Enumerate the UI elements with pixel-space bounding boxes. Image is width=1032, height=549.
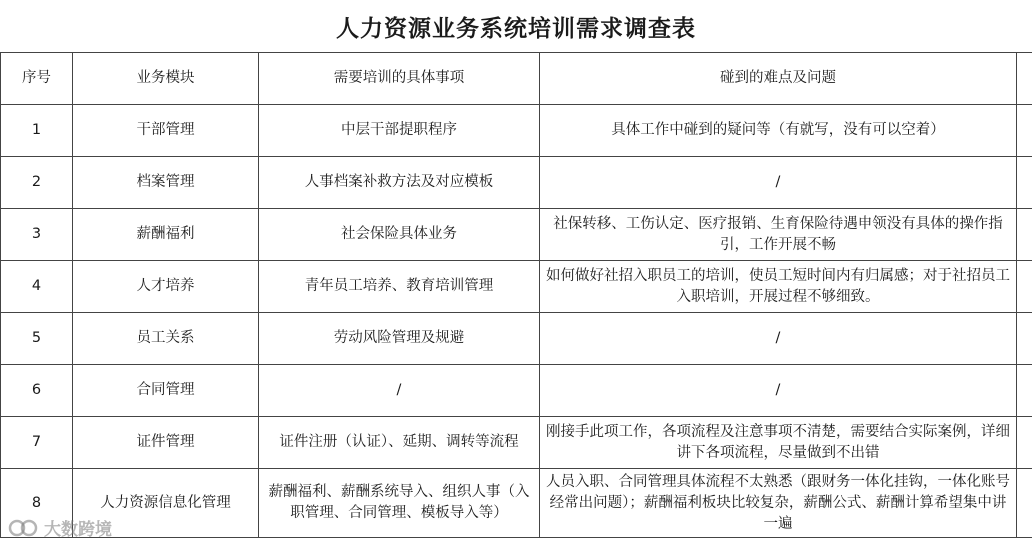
row-issues: / — [540, 365, 1017, 417]
survey-table — [0, 52, 1032, 538]
row-index: 1 — [1, 105, 73, 157]
page-title: 人力资源业务系统培训需求调查表 — [0, 0, 1032, 53]
table-header-row — [1, 53, 1032, 105]
row-training: 青年员工培养、教育培训管理 — [259, 261, 540, 313]
table-row — [1, 365, 1032, 417]
header-issues: 碰到的难点及问题 — [540, 53, 1017, 105]
table-row — [1, 209, 1032, 261]
row-index: 7 — [1, 417, 73, 469]
row-training: 薪酬福利、薪酬系统导入、组织人事（入职管理、合同管理、模板导入等） — [259, 469, 540, 538]
row-module: 员工关系 — [73, 313, 259, 365]
extra-column-cell — [1017, 469, 1032, 538]
row-index: 5 — [1, 313, 73, 365]
row-training: 中层干部提职程序 — [259, 105, 540, 157]
extra-column-cell — [1017, 105, 1032, 157]
row-module: 证件管理 — [73, 417, 259, 469]
table-row — [1, 261, 1032, 313]
row-training: 证件注册（认证）、延期、调转等流程 — [259, 417, 540, 469]
row-issues: / — [540, 157, 1017, 209]
extra-column-cell — [1017, 157, 1032, 209]
row-module: 合同管理 — [73, 365, 259, 417]
extra-column-cell — [1017, 53, 1032, 105]
row-index: 2 — [1, 157, 73, 209]
row-issues: 具体工作中碰到的疑问等（有就写，没有可以空着） — [540, 105, 1017, 157]
row-module: 档案管理 — [73, 157, 259, 209]
row-training: / — [259, 365, 540, 417]
extra-column-cell — [1017, 417, 1032, 469]
extra-column-cell — [1017, 313, 1032, 365]
table-row — [1, 313, 1032, 365]
header-module: 业务模块 — [73, 53, 259, 105]
table-row — [1, 469, 1032, 538]
extra-column-cell — [1017, 209, 1032, 261]
row-issues: 社保转移、工伤认定、医疗报销、生育保险待遇申领没有具体的操作指引，工作开展不畅 — [540, 209, 1017, 261]
row-index: 4 — [1, 261, 73, 313]
row-training: 社会保险具体业务 — [259, 209, 540, 261]
row-index: 6 — [1, 365, 73, 417]
row-module: 人力资源信息化管理 — [73, 469, 259, 538]
extra-column-cell — [1017, 365, 1032, 417]
row-index: 3 — [1, 209, 73, 261]
row-module: 人才培养 — [73, 261, 259, 313]
row-training: 劳动风险管理及规避 — [259, 313, 540, 365]
extra-column-cell — [1017, 261, 1032, 313]
table-row — [1, 417, 1032, 469]
header-training: 需要培训的具体事项 — [259, 53, 540, 105]
row-module: 干部管理 — [73, 105, 259, 157]
row-module: 薪酬福利 — [73, 209, 259, 261]
row-issues: 刚接手此项工作，各项流程及注意事项不清楚，需要结合实际案例，详细讲下各项流程，尽量做到不出错 — [540, 417, 1017, 469]
row-training: 人事档案补救方法及对应模板 — [259, 157, 540, 209]
row-index: 8 — [1, 469, 73, 538]
row-issues: / — [540, 313, 1017, 365]
row-issues: 人员入职、合同管理具体流程不太熟悉（跟财务一体化挂钩，一体化账号经常出问题）；薪酬福利板块比较复杂，薪酬公式、薪酬计算希望集中讲一遍 — [540, 469, 1017, 538]
table-row — [1, 105, 1032, 157]
watermark-text: 大数跨境 — [44, 520, 112, 540]
header-index: 序号 — [1, 53, 73, 105]
table-row — [1, 157, 1032, 209]
row-issues: 如何做好社招入职员工的培训，使员工短时间内有归属感；对于社招员工入职培训，开展过程不够细致。 — [540, 261, 1017, 313]
